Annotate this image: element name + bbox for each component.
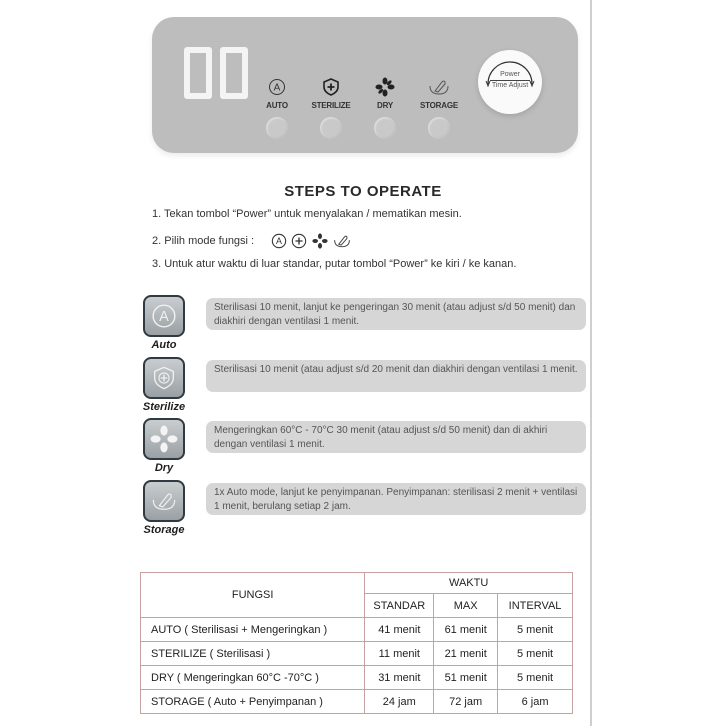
shield-plus-icon (152, 366, 176, 390)
sterilize-button[interactable] (320, 117, 342, 139)
time-table (140, 572, 573, 714)
mode-icon-auto (143, 295, 185, 337)
display-digit (184, 47, 212, 99)
auto-button[interactable] (266, 117, 288, 139)
dry-button[interactable] (374, 117, 396, 139)
svg-text:A: A (159, 309, 169, 326)
auto-a-icon (268, 78, 286, 96)
dial-power-label: Power (500, 71, 520, 78)
fan-icon (311, 233, 329, 249)
fan-icon (375, 77, 395, 97)
mode-description: Mengeringkan 60°C - 70°C 30 menit (atau adjust s/d 50 menit) dan di akhiri dengan ventilasi 1 menit. (206, 421, 586, 453)
header-standar: STANDAR (365, 594, 434, 618)
cell-interval: 5 menit (498, 642, 573, 666)
cell-interval: 6 jam (498, 690, 573, 714)
mode-name: Storage (143, 524, 185, 536)
step-2 (152, 233, 351, 249)
mode-name: Sterilize (142, 401, 186, 413)
mode-icon-sterilize (143, 357, 185, 399)
table-row (141, 618, 573, 642)
step-mode-icons (271, 233, 351, 249)
mode-label: AUTO (266, 101, 288, 110)
page-divider-line (590, 0, 592, 726)
cell-fungsi: STERILIZE ( Sterilisasi ) (141, 642, 365, 666)
cell-standar: 31 menit (365, 666, 434, 690)
steps-title: STEPS TO OPERATE (284, 183, 442, 200)
table-row (141, 666, 573, 690)
cell-fungsi: AUTO ( Sterilisasi + Mengeringkan ) (141, 618, 365, 642)
auto-a-icon (271, 233, 287, 249)
mode-description: 1x Auto mode, lanjut ke penyimpanan. Penyimpanan: sterilisasi 2 menit + ventilasi 1 menit, berulang setiap 2 jam. (206, 483, 586, 515)
mode-label: STORAGE (419, 101, 458, 110)
dial-time-adjust-label: Time Adjust (491, 82, 529, 89)
header-waktu: WAKTU (365, 573, 573, 594)
fan-icon (150, 425, 178, 453)
cell-standar: 41 menit (365, 618, 434, 642)
bottle-icon (428, 78, 450, 96)
plus-circle-icon (291, 233, 307, 249)
mode-label: DRY (377, 101, 393, 110)
cell-max: 51 menit (434, 666, 498, 690)
step-1: 1. Tekan tombol “Power” untuk menyalakan / mematikan mesin. (152, 208, 462, 220)
mode-icon-storage (143, 480, 185, 522)
mode-name: Auto (151, 339, 177, 351)
svg-text:A: A (276, 236, 283, 247)
svg-text:A: A (273, 82, 281, 94)
cell-fungsi: DRY ( Mengeringkan 60°C -70°C ) (141, 666, 365, 690)
bottle-icon (151, 490, 177, 512)
storage-button[interactable] (428, 117, 450, 139)
cell-standar: 24 jam (365, 690, 434, 714)
cell-max: 21 menit (434, 642, 498, 666)
step-2-text: 2. Pilih mode fungsi : (152, 234, 255, 247)
cell-interval: 5 menit (498, 618, 573, 642)
mode-description: Sterilisasi 10 menit (atau adjust s/d 20 menit dan diakhiri dengan ventilasi 1 menit. (206, 360, 586, 392)
header-max: MAX (434, 594, 498, 618)
mode-icon-dry (143, 418, 185, 460)
header-interval: INTERVAL (498, 594, 573, 618)
dial-divider (490, 80, 530, 81)
table-row (141, 642, 573, 666)
cell-interval: 5 menit (498, 666, 573, 690)
step-3: 3. Untuk atur waktu di luar standar, putar tombol “Power” ke kiri / ke kanan. (152, 258, 517, 270)
mode-label: STERILIZE (311, 101, 351, 110)
header-fungsi: FUNGSI (141, 573, 365, 618)
cell-max: 72 jam (434, 690, 498, 714)
cell-fungsi: STORAGE ( Auto + Penyimpanan ) (141, 690, 365, 714)
table-row (141, 690, 573, 714)
control-panel (152, 17, 578, 153)
mode-name: Dry (154, 462, 174, 474)
cell-max: 61 menit (434, 618, 498, 642)
shield-plus-icon (322, 78, 340, 96)
cell-standar: 11 menit (365, 642, 434, 666)
mode-description: Sterilisasi 10 menit, lanjut ke pengeringan 30 menit (atau adjust s/d 50 menit) dan diakhiri dengan ventilasi 1 menit. (206, 298, 586, 330)
panel-mode-storage (399, 77, 479, 110)
table-header-row (141, 573, 573, 594)
power-dial[interactable] (478, 50, 542, 114)
bottle-icon (333, 233, 351, 249)
auto-a-icon (151, 303, 177, 329)
